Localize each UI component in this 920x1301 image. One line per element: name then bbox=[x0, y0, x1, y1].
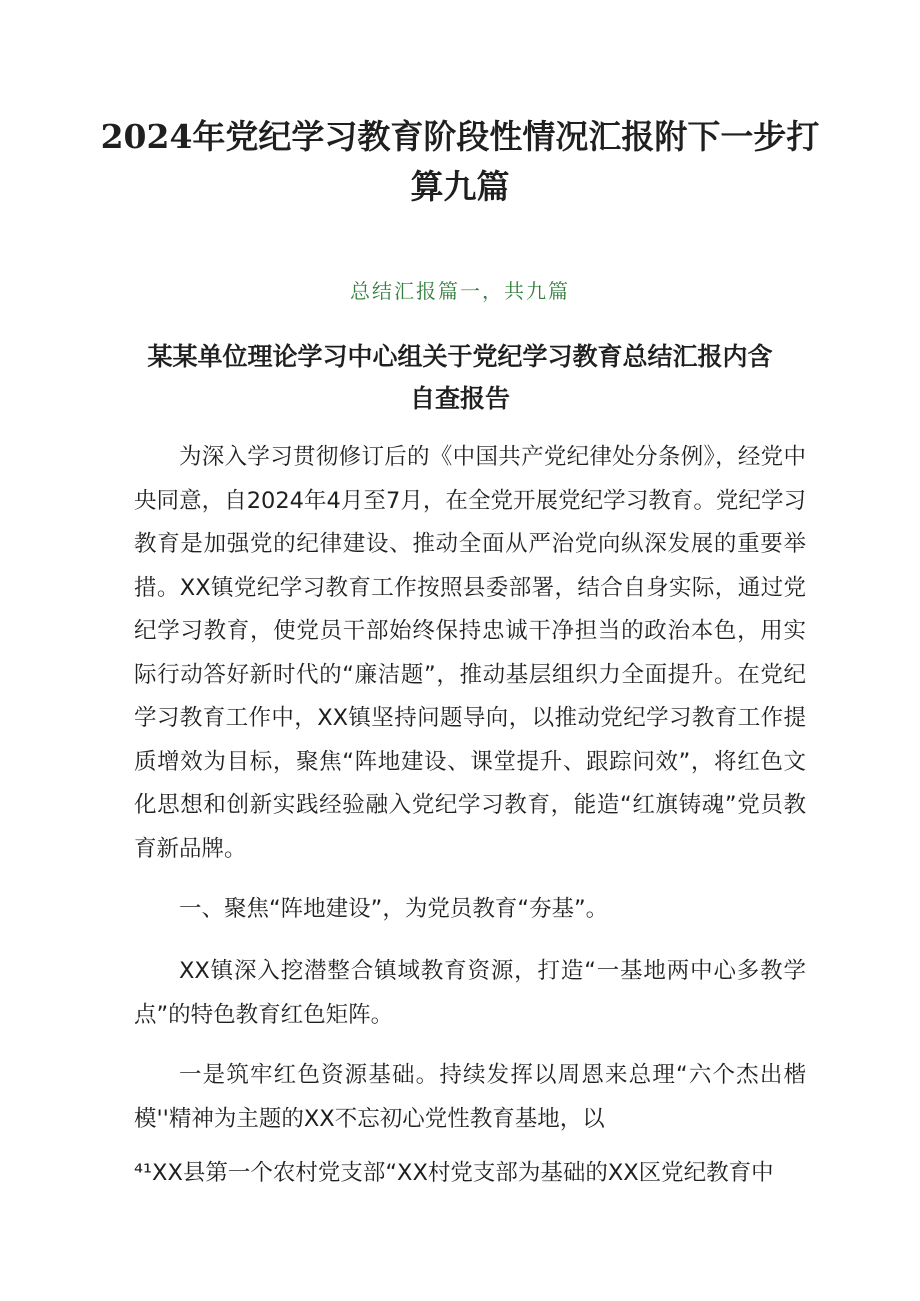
document-title: 2024年党纪学习教育阶段性情况汇报附下一步打算九篇 bbox=[100, 117, 820, 206]
paragraph-resources: XX镇深入挖潜整合镇域教育资源，打造“一基地两中心多教学点”的特色教育红色矩阵。 bbox=[134, 958, 806, 1028]
paragraph-point-1: 一是筑牢红色资源基础。持续发挥以周恩来总理“六个杰出楷模''精神为主题的XX不忘初心党性教育基地，以 bbox=[134, 1062, 806, 1132]
section-tag: 总结汇报篇一，共九篇 bbox=[350, 279, 570, 303]
report-subtitle: 某某单位理论学习中心组关于党纪学习教育总结汇报内含自查报告 bbox=[147, 342, 773, 413]
paragraph-continued: ⁴¹XX县第一个农村党支部“XX村党支部为基础的XX区党纪教育中 bbox=[134, 1160, 774, 1186]
paragraph-heading-1: 一、聚焦“阵地建设”，为党员教育“夯基”。 bbox=[179, 896, 609, 922]
paragraph-intro: 为深入学习贯彻修订后的《中国共产党纪律处分条例》，经党中央同意，自2024年4月至7月，在全党开展党纪学习教育。党纪学习教育是加强党的纪律建设、推动全面从严治党向纵深发展的重要举措。XX镇党纪学习教育工作按照县委部署，结合自身实际，通过党纪学习教育，使党员干部始终保持忠诚干净担当的政治本色，用实际行动答好新时代的“廉洁题”，推动基层组织力全面提升。在党纪学习教育工作中，XX镇坚持问题导向，以推动党纪学习教育工作提质增效为目标，聚焦“阵地建设、课堂提升、跟踪问效”，将红色文化思想和创新实践经验融入党纪学习教育，能造“红旗铸魂”党员教育新品牌。 bbox=[134, 444, 806, 862]
